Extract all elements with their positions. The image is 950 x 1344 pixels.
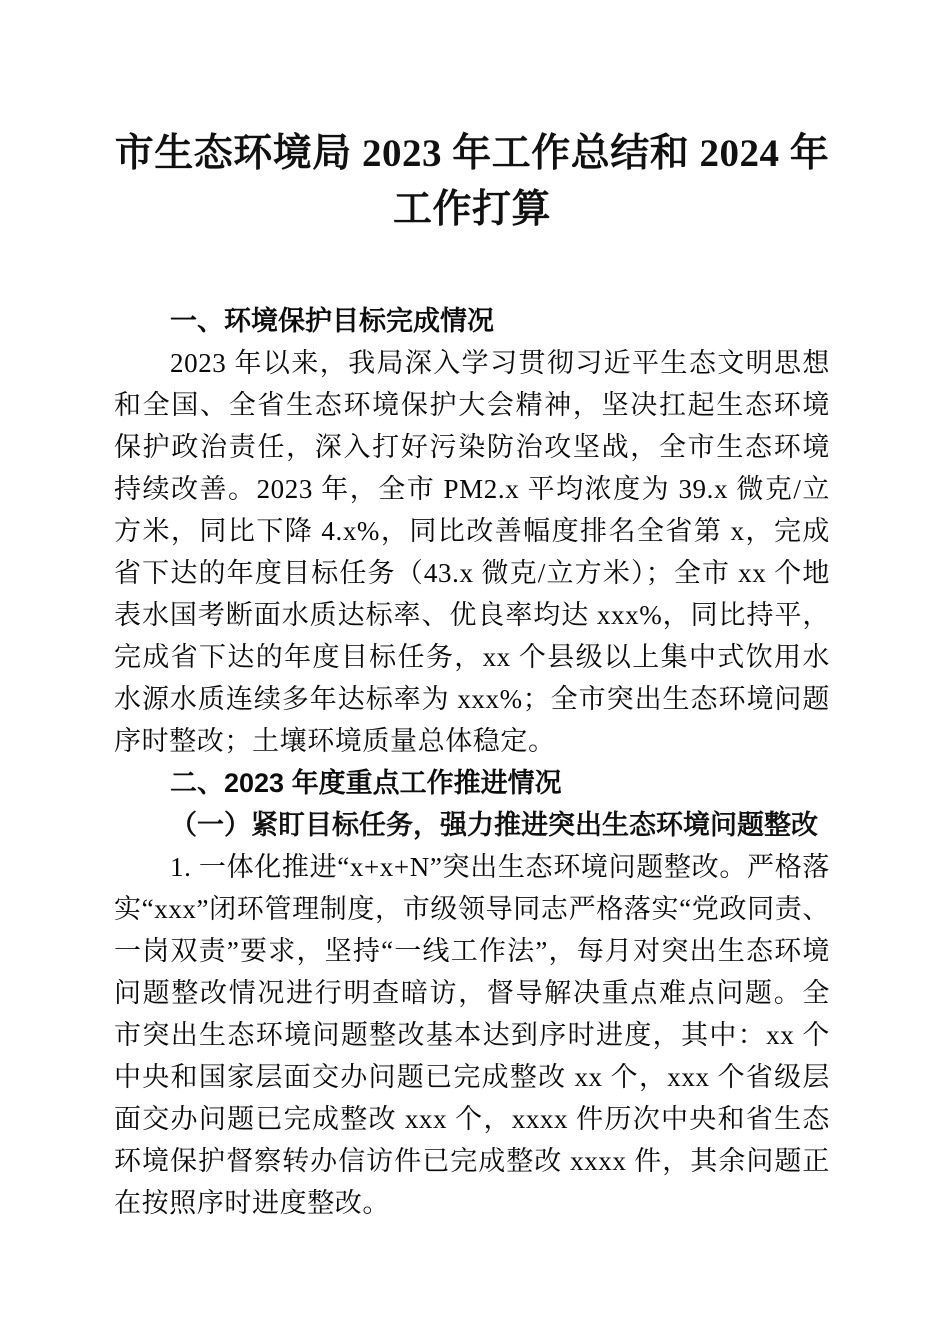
page-title: 市生态环境局 2023 年工作总结和 2024 年工作打算 [114,132,830,231]
section-2-paragraph-1: 1. 一体化推进“x+x+N”突出生态环境问题整改。严格落实“xxx”闭环管理制度，市级领导同志严格落实“党政同责、一岗双责”要求，坚持“一线工作法”，每月对突出生态环境问题整改情况进行明查暗访，督导解决重点难点问题。全市突出生态环境问题整改基本达到序时进度，其中：xx 个中央和国家层面交办问题已完成整改 xx 个，xxx 个省级层面交办问题已完成整改 xxx 个，xxxx 件历次中央和省生态环境保护督察转办信访件已完成整改 xxxx 件，其余问题正在按照序时进度整改。 [114,852,830,1218]
title-spacer [114,238,830,300]
section-2-subheading-1: （一）紧盯目标任务，强力推进突出生态环境问题整改 [170,810,818,840]
document-content [114,0,830,1224]
section-heading-2: 二、2023 年度重点工作推进情况 [170,768,562,798]
section-1-paragraph-1: 2023 年以来，我局深入学习贯彻习近平生态文明思想和全国、全省生态环境保护大会精神，坚决扛起生态环境保护政治责任，深入打好污染防治攻坚战，全市生态环境持续改善。2023 年，全市 PM2.x 平均浓度为 39.x 微克/立方米，同比下降 4.x%，同比改善幅度排名全省第 x，完成省下达的年度目标任务（43.x 微克/立方米）；全市 xx 个地表水国考断面水质达标率、优良率均达 xxx%，同比持平，完成省下达的年度目标任务，xx 个县级以上集中式饮用水水源水质连续多年达标率为 xxx%；全市突出生态环境问题序时整改；土壤环境质量总体稳定。 [114,348,830,756]
section-heading-1: 一、环境保护目标完成情况 [170,306,494,336]
